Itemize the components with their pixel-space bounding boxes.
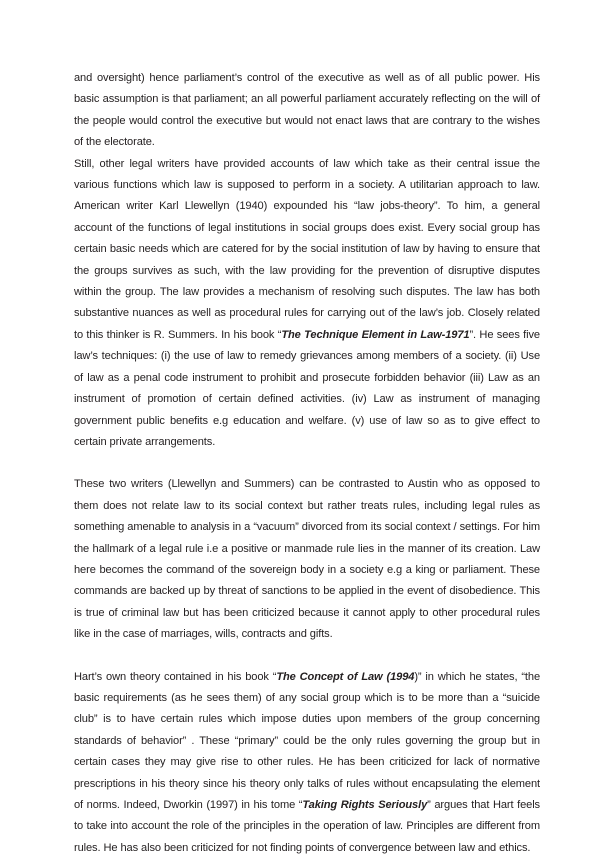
book-title-emphasis: The Technique Element in Law-1971 [281, 328, 470, 341]
text-run: These two writers (Llewellyn and Summers) can be contrasted to Austin who as opposed to them does not relate law to its social context but rather treats rules, including legal rules as something amenable to analysis in a “vacuum” divorced from its social context / settings. For him the hallmark of a legal rule i.e a positive or manmade rule lies in the manner of its creation. Law here becomes the command of the sovereign body in a society e.g a king or parliament. These commands are backed up by threat of sanctions to be applied in the event of disobedience. This is true of criminal law but has been criticized because it cannot apply to other procedural rules like in the case of marriages, wills, contracts and gifts. [74, 478, 540, 641]
text-run: ” argues that Hart feels to take into account the role of the principles in the operation of law. Principles are different from rules. He has also been criticized for not finding points of convergence between law and ethics. [74, 799, 540, 854]
text-run: Still, other legal writers have provided accounts of law which take as their central issue the various functions which law is supposed to perform in a society. A utilitarian approach to law. American writer Karl Llewellyn (1940) expounded his “law jobs-theory”. To him, a general account of the functions of legal institutions in social groups does exist. Every social group has certain basic needs which are catered for by the social institution of law by having to ensure that the groups survives as such, with the law providing for the prevention of disruptive disputes within the group. The law provides a mechanism of resolving such disputes. The law has both substantive nuances as well as procedural rules for carrying out of the law’s job. Closely related to this thinker is R. Summers. In his book “ [74, 157, 540, 341]
paragraph [74, 667, 540, 859]
paragraph [74, 68, 540, 154]
text-run: )” in which he states, “the basic requirements (as he sees them) of any social group which is to be more than a “suicide club” is to have certain rules which impose duties upon members of the group concerning standards of behavior” . These “primary” could be the only rules governing the group but in certain cases they may give rise to other rules. He has been criticized for lack of normative prescriptions in his theory since his theory only talks of rules without encapsulating the element of norms. Indeed, Dworkin (1997) in his tome “ [74, 670, 541, 811]
text-run: Hart’s own theory contained in his book “ [74, 670, 277, 683]
paragraph [74, 154, 540, 454]
paragraph [74, 474, 540, 645]
text-run: ”. He sees five law’s techniques: (i) the use of law to remedy grievances among members of a society. (ii) Use of law as a penal code instrument to prohibit and prosecute forbidden behavior (iii) Law as an instrument of promotion of certain defined activities. (iv) Law as instrument of managing government public benefits e.g education and welfare. (v) use of law so as to give effect to certain private arrangements. [74, 328, 540, 448]
book-title-emphasis: Taking Rights Seriously [302, 799, 428, 811]
book-title-emphasis: The Concept of Law (1994 [276, 670, 415, 683]
text-column [74, 68, 540, 859]
text-run: and oversight) hence parliament’s control of the executive as well as of all public power. His basic assumption is that parliament; an all powerful parliament accurately reflecting on the will of the people would control the executive but would not enact laws that are contrary to the wishes of the electorate. [74, 72, 540, 149]
